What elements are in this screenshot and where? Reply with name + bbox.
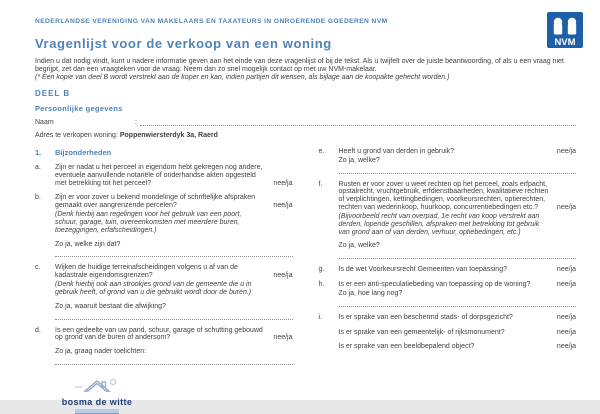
question-text: Zijn er nadat u het perceel in eigendom hebt gekregen nog andere, eventuele aanvullende notariële of onderhandse akten opgesteld met betrekking tot het perceel? [55, 163, 263, 187]
intro-paragraph: Indien u dat nodig vindt, kunt u nadere informatie geven aan het einde van deze vragenlijst of bij de tekst. Als u twijfelt over de juiste beantwoording, of als u een vraag niet begrijpt, zet dan een vraagteken voor de vraag. Neem dan zo snel mogelijk contact op met uw NVM-makelaar. [35, 58, 564, 73]
left-column [35, 148, 293, 414]
followup-text: Zo ja, waaruit bestaat die afwijking? [55, 302, 166, 310]
house-icon [71, 377, 123, 399]
dotted-line [339, 302, 577, 307]
question-block-i3 [319, 343, 577, 351]
question-block-g [319, 266, 577, 274]
question-letter: i. [318, 313, 322, 321]
question-block-f [319, 181, 577, 260]
question-letter: g. [318, 266, 325, 274]
question-letter: b. [35, 194, 41, 202]
question-letter: h. [318, 281, 325, 289]
page-title: Vragenlijst voor de verkoop van een woning [35, 36, 332, 51]
question-block-c [35, 264, 293, 319]
followup-text: Zo ja, graag nader toelichten: [55, 348, 147, 356]
svg-text:NVM: NVM [554, 37, 576, 48]
question-text: Is er een anti-speculatiebeding van toepassing op de woning? [338, 281, 531, 289]
answer-text: nee/ja [556, 204, 576, 212]
address-label: Adres te verkopen woning: [35, 131, 118, 139]
followup-text: Zo ja, welke zijn dat? [55, 240, 121, 248]
question-letter: e. [318, 147, 325, 155]
dotted-line [55, 252, 293, 257]
name-fill-line [140, 120, 576, 126]
answer-text: nee/ja [556, 343, 576, 351]
question-text: Is er sprake van een beschermd stads- of dorpsgezicht? [338, 313, 513, 321]
question-letter: a. [35, 163, 41, 171]
name-label: Naam [35, 118, 54, 126]
question-text: Is er sprake van een beeldbepalend object? [338, 343, 475, 351]
footer-logo-bar [75, 409, 119, 414]
followup-text: Zo ja, welke? [338, 156, 380, 164]
question-hint: (Bijvoorbeeld recht van overpad, 1e recht van koop verstrekt aan derden, lopende geschillen, afspraken met betrekking tot gebruik van grond aan of van derden, verhuur, optiebedingen, etc.) [338, 212, 540, 236]
footer-logo-text: bosma de witte [61, 396, 133, 407]
answer-text: nee/ja [556, 328, 576, 336]
dotted-line [339, 254, 577, 259]
nvm-logo [546, 12, 584, 52]
question-block-e [319, 148, 577, 174]
question-block-i [319, 314, 577, 322]
section-heading [35, 148, 293, 157]
answer-text: nee/ja [273, 272, 293, 280]
question-letter: c. [35, 264, 41, 272]
question-text: Zijn er voor zover u bekend mondelinge of schriftelijke afspraken gemaakt over aangrenzende percelen? [55, 194, 255, 210]
intro-note: (* Een kopie van deel B wordt verstrekt aan de koper en kan, indien partijen dit wensen, als bijlage aan de koopakte gehecht worden.) [35, 73, 450, 81]
question-block-b [35, 194, 293, 257]
question-text: Heeft u grond van derden in gebruik? [338, 147, 455, 155]
question-letter: d. [35, 326, 41, 334]
question-hint: (Denk hierbij ook aan strookjes grond van de gemeente die u in gebruik heeft, of grond van u die gebruikt wordt door de buren.) [55, 281, 252, 296]
question-block-i2 [319, 329, 577, 337]
answer-text: nee/ja [273, 334, 293, 342]
answer-text: nee/ja [556, 266, 576, 274]
right-column [319, 148, 577, 414]
followup-text: Zo ja, hoe lang nog? [338, 289, 403, 297]
part-label: DEEL B [35, 88, 71, 98]
question-text: Wijken de huidige terreinafscheidingen volgens u af van de kadastrale eigendomsgrenzen? [55, 264, 238, 280]
address-row [35, 132, 576, 139]
footer-logo [51, 377, 143, 414]
name-row [35, 119, 576, 126]
personal-heading: Persoonlijke gegevens [35, 103, 123, 113]
answer-text: nee/ja [273, 179, 293, 187]
question-block-h [319, 281, 577, 307]
address-value: Poppenwiersterdyk 3a, Raerd [119, 131, 218, 139]
question-letter: f. [318, 180, 323, 188]
question-text: Is de wet Voorkeursrecht Gemeenten van toepassing? [338, 266, 507, 274]
question-text: Is er sprake van een gemeentelijk- of rijksmonument? [338, 328, 505, 336]
question-hint: (Denk hierbij aan regelingen voor het gebruik van een poort, schuur, garage, tuin, overeenkomsten met meerdere buren, toezeggingen, erfafscheidingen.) [55, 211, 242, 234]
dotted-line [339, 169, 577, 174]
name-colon: : [135, 118, 137, 126]
answer-text: nee/ja [273, 202, 293, 210]
answer-text: nee/ja [556, 281, 576, 289]
question-text: Rusten er voor zover u weet rechten op het perceel, zoals erfpacht, opstalrecht, vruchtgebruik, erfdienstbaarheden, kwalitatieve rechten of verplichtingen, kettingbedingen, voorkeursrechten, optierechten, rechten van wederinkoop, huurkoop, concurrentiebedingen etc.? [338, 180, 549, 212]
header-org-line: NEDERLANDSE VERENIGING VAN MAKELAARS EN TAXATEURS IN ONROERENDE GOEDEREN NVM [35, 18, 388, 25]
answer-text: nee/ja [556, 147, 576, 155]
answer-text: nee/ja [556, 313, 576, 321]
dotted-line [55, 360, 293, 365]
section-title: Bijzonderheden [55, 147, 112, 157]
nvm-logo-icon [546, 12, 584, 52]
followup-text: Zo ja, welke? [338, 242, 380, 250]
question-columns [35, 148, 576, 414]
question-block-d [35, 327, 293, 365]
section-number: 1. [35, 147, 42, 157]
question-text: Is een gedeelte van uw pand, schuur, garage of schutting gebouwd op grond van de buren of andersom? [55, 326, 263, 342]
dotted-line [55, 315, 293, 320]
question-block-a [35, 164, 293, 187]
